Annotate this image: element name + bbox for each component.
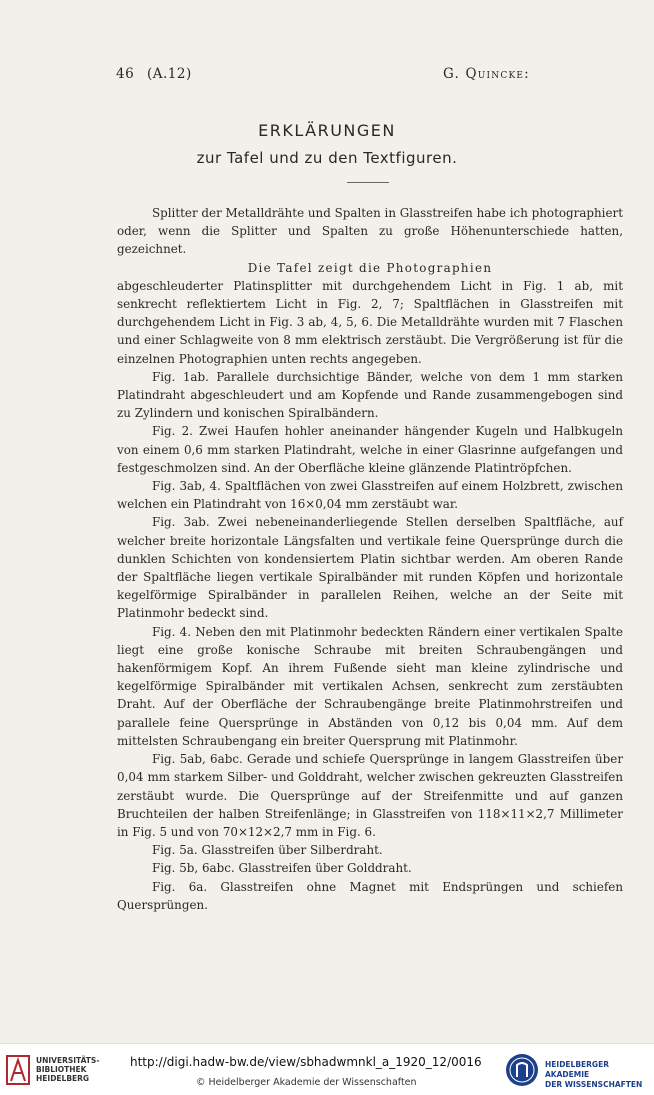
paragraph: Fig. 6a. Glasstreifen ohne Magnet mit Endsprüngen und schiefen Quersprüngen. (117, 879, 623, 912)
author-name: G. Quincke: (443, 66, 530, 82)
copyright-notice: © Heidelberger Akademie der Wissenschaften (196, 1077, 417, 1088)
paragraph: Fig. 1ab. Parallele durchsichtige Bänder, welche von dem 1 mm starken Platindraht abgeschleudert und am Kopfende und Rande zusammengebogen sind zu Zylindern und konischen Spiralbändern. (117, 369, 623, 421)
title-divider (347, 182, 389, 183)
page-number: 46 (116, 66, 135, 82)
volume-reference: (A.12) (147, 66, 192, 82)
paragraph-centered: Die Tafel zeigt die Photographien (247, 260, 493, 275)
body-text (117, 204, 623, 914)
paragraph: Fig. 2. Zwei Haufen hohler aneinander hängender Kugeln und Halbkugeln von einem 0,6 mm starken Platindraht, welche in einer Glasrinne aufgefangen und festgeschmolzen sind. An der Oberfläche kleine glänzende Platintröpfchen. (117, 424, 623, 475)
academy-logo-icon (505, 1053, 539, 1087)
paragraph: Splitter der Metalldrähte und Spalten in Glasstreifen habe ich photographiert oder, wenn die Splitter und Spalten zu große Höhenunterschiede hatten, gezeichnet. (117, 206, 623, 257)
paragraph: Fig. 3ab, 4. Spaltflächen von zwei Glasstreifen auf einem Holzbrett, zwischen welchen ein Platindraht von 16×0,04 mm zerstäubt war. (117, 479, 623, 512)
academy-name: HEIDELBERGER AKADEMIE DER WISSENSCHAFTEN (545, 1060, 643, 1089)
permalink-url[interactable]: http://digi.hadw-bw.de/view/sbhadwmnkl_a_1920_12/0016 (130, 1055, 482, 1069)
paragraph: Fig. 5ab, 6abc. Gerade und schiefe Quersprünge in langem Glasstreifen über 0,04 mm starkem Silber- und Golddraht, welcher zwischen gekreuzten Glasstreifen zerstäubt wurde. Die Quersprünge auf der Streifenmitte und auf ganzen Bruchteilen der halben Streifenlänge; in Glasstreifen von 118×11×2,7 Millimeter in Fig. 5 und von 70×12×2,7 mm in Fig. 6. (117, 752, 623, 839)
page-title: ERKLÄRUNGEN (258, 121, 396, 140)
running-head (116, 66, 614, 86)
university-library-logo-icon (6, 1055, 30, 1085)
university-library-name: UNIVERSITÄTS- BIBLIOTHEK HEIDELBERG (36, 1056, 100, 1083)
paragraph: Fig. 5b, 6abc. Glasstreifen über Golddraht. (152, 861, 412, 876)
paragraph: abgeschleuderter Platinsplitter mit durchgehendem Licht in Fig. 1 ab, mit senkrecht reflektiertem Licht in Fig. 2, 7; Spaltflächen in Glasstreifen mit durchgehendem Licht in Fig. 3 ab, 4, 5, 6. Die Metalldrähte wurden mit 7 Flaschen und einer Schlagweite von 8 mm elektrisch zerstäubt. Die Vergrößerung ist für die einzelnen Photographien unten rechts angegeben. (117, 278, 623, 366)
paragraph: Fig. 5a. Glasstreifen über Silberdraht. (152, 843, 383, 858)
paragraph: Fig. 4. Neben den mit Platinmohr bedeckten Rändern einer vertikalen Spalte liegt eine große konische Schraube mit breiten Schraubengängen und hakenförmigem Kopf. An ihrem Fußende sieht man kleine zylindrische und kegelförmige Spiralbänder mit vertikalen Achsen, senkrecht zum zerstäubten Draht. Auf der Oberfläche der Schraubengänge breite Platinmohrstreifen und parallele feine Quersprünge in Abständen von 0,12 bis 0,04 mm. Auf dem mittelsten Schraubengang ein breiter Quersprung mit Platinmohr. (117, 624, 623, 748)
viewer-footer (0, 1043, 654, 1095)
page-subtitle: zur Tafel und zu den Textfiguren. (196, 149, 458, 167)
paragraph: Fig. 3ab. Zwei nebeneinanderliegende Stellen derselben Spaltfläche, auf welcher breite horizontale Längsfalten und vertikale feine Quersprünge durch die dunklen Schichten von kondensiertem Platin sichtbar werden. Am oberen Rande der Spaltfläche liegen vertikale Spiralbänder mit runden Köpfen und horizontale kegelförmige Spiralbänder in parallelen Reihen, welche an der Seite mit Platinmohr bedeckt sind. (117, 515, 623, 621)
